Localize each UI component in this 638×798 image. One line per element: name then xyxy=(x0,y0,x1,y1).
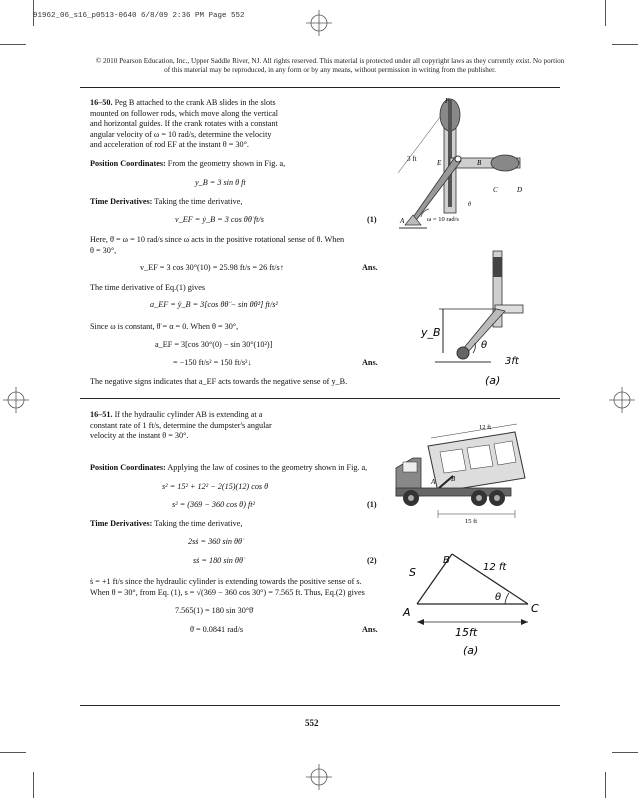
equation-number: (2) xyxy=(367,556,377,565)
statement-line: angular velocity of ω = 10 rad/s, determine the velocity xyxy=(90,129,272,139)
crop-mark-left-top xyxy=(0,44,26,45)
statement-line: mounted on follower rods, which move along the vertical xyxy=(90,108,279,118)
figure-label: B xyxy=(477,159,482,167)
figure-label: 3 ft xyxy=(407,155,417,163)
middle-rule xyxy=(80,398,560,399)
figure-label: B xyxy=(443,555,450,566)
equation-acceleration-result: = −150 ft/s² = 150 ft/s²↓ xyxy=(173,358,252,367)
file-slug: 91962_06_s16_p0513-0640 6/8/09 2:36 PM Page 552 xyxy=(33,12,245,20)
equation-substitution: 7.565(1) = 180 sin 30°θ̇ xyxy=(175,606,253,615)
equation-derivative-1: 2sṡ = 360 sin θθ̇ xyxy=(188,537,243,546)
text-line: θ = 30°, xyxy=(90,245,117,255)
equation-number: (1) xyxy=(367,215,377,224)
position-coordinates-line xyxy=(90,463,367,474)
position-coordinates-line xyxy=(90,159,285,170)
problem-number: 16–51. xyxy=(90,410,113,419)
figure-label: E xyxy=(437,159,442,167)
figure-label: θ xyxy=(468,202,471,208)
text-line: Here, θ̇ = ω = 10 rad/s since ω acts in the positive rotational sense of θ. When xyxy=(90,235,345,244)
answer-label: Ans. xyxy=(362,358,378,367)
equation-acceleration-sub: a_EF = 3[cos 30°(0) − sin 30°(10²)] xyxy=(155,340,273,349)
statement-line: velocity at the instant θ = 30°. xyxy=(90,431,189,440)
equation-number: (1) xyxy=(367,500,377,509)
figure-label: C xyxy=(531,602,539,615)
registration-mark-left xyxy=(3,387,29,413)
figure-crank-mechanism xyxy=(395,95,525,230)
figure-label: 15 ft xyxy=(465,518,478,525)
here-text xyxy=(90,235,390,256)
figure-dump-truck xyxy=(393,418,553,530)
statement-line: Peg B attached to the crank AB slides in the slots xyxy=(114,98,276,107)
statement-line: constant rate of 1 ft/s, determine the dumpster's angular xyxy=(90,420,272,430)
figure-label: A xyxy=(400,217,405,225)
crop-mark-right-top xyxy=(612,44,638,45)
figure-label: C xyxy=(493,186,498,194)
negative-sign-text: The negative signs indicates that a_EF acts towards the negative sense of y_B. xyxy=(90,377,348,386)
section-text: Applying the law of cosines to the geometry shown in Fig. a, xyxy=(167,463,368,472)
since-text: Since ω is constant, θ̈ = α = 0. When θ = 30°, xyxy=(90,322,239,331)
problem-16-50-statement xyxy=(90,98,320,151)
equation-law-of-cosines: s² = 15² + 12² − 2(15)(12) cos θ xyxy=(162,482,269,491)
figure-label: D xyxy=(517,186,523,194)
equation-result: θ̇ = 0.0841 rad/s xyxy=(190,625,244,634)
text-line: ṡ = +1 ft/s since the hydraulic cylinder is extending towards the positive sense of s. xyxy=(90,577,362,586)
figure-label: θ xyxy=(481,340,488,351)
crop-mark-right-bottom xyxy=(612,752,638,753)
copyright-notice: © 2010 Pearson Education, Inc., Upper Saddle River, NJ. All rights reserved. This material is protected under all copyright laws as they currently exist. No portion of this material may be reproduced, in any form or by any means, without permission in writing from the publisher. xyxy=(95,57,565,74)
figure-label: B xyxy=(451,475,456,483)
section-label: Position Coordinates: xyxy=(90,463,166,472)
equation-acceleration: a_EF = ÿ_B = 3[cos θθ̈ − sin θθ̇²] ft/s² xyxy=(150,300,278,309)
time-derivatives-line xyxy=(90,519,242,530)
time-derivatives-line xyxy=(90,197,242,208)
bottom-rule xyxy=(80,705,560,706)
registration-mark-bottom xyxy=(306,764,332,790)
figure-label: 3ft xyxy=(505,356,519,367)
text-line: When θ = 30°, from Eq. (1), s = √(369 − 360 cos 30°) = 7.565 ft. Thus, Eq.(2) gives xyxy=(90,587,365,597)
section-text: Taking the time derivative, xyxy=(154,197,243,206)
figure-label: y_B xyxy=(421,326,441,339)
crop-mark-bottom-left xyxy=(33,772,34,798)
figure-label: 12 ft xyxy=(479,424,492,431)
figure-label: F xyxy=(445,97,450,105)
page-number: 552 xyxy=(305,718,319,728)
section-label: Time Derivatives: xyxy=(90,197,153,206)
figure-label: ω = 10 rad/s xyxy=(427,216,459,223)
top-rule xyxy=(80,87,560,88)
statement-line: If the hydraulic cylinder AB is extending at a xyxy=(114,410,263,419)
figure-label: S xyxy=(409,566,416,579)
equation-position: y_B = 3 sin θ ft xyxy=(195,178,246,187)
section-text: From the geometry shown in Fig. a, xyxy=(167,159,286,168)
section-label: Time Derivatives: xyxy=(90,519,153,528)
equation-velocity-result: v_EF = 3 cos 30°(10) = 25.98 ft/s = 26 ft/s↑ xyxy=(140,263,284,272)
section-text: Taking the time derivative, xyxy=(154,519,243,528)
section-label: Position Coordinates: xyxy=(90,159,166,168)
figure-label: 15ft xyxy=(455,626,478,639)
answer-label: Ans. xyxy=(362,625,378,634)
answer-label: Ans. xyxy=(362,263,378,272)
s-dot-text xyxy=(90,577,390,598)
crop-mark-left-bottom xyxy=(0,752,26,753)
figure-label: A xyxy=(431,478,436,486)
crop-mark-bottom-right xyxy=(605,772,606,798)
registration-mark-top xyxy=(306,10,332,36)
figure-label: (a) xyxy=(463,644,479,657)
figure-a-triangle xyxy=(395,538,550,663)
statement-line: and horizontal guides. If the crank rotates with a constant xyxy=(90,119,278,128)
registration-mark-right xyxy=(609,387,635,413)
figure-label: A xyxy=(403,606,411,619)
figure-label: (a) xyxy=(485,374,501,387)
problem-number: 16–50. xyxy=(90,98,113,107)
derivative-text: The time derivative of Eq.(1) gives xyxy=(90,283,206,292)
figure-a-crank xyxy=(395,247,545,392)
figure-label: θ xyxy=(495,592,502,603)
crop-mark-top-right xyxy=(605,0,606,26)
problem-16-51-statement xyxy=(90,410,320,442)
statement-line: and acceleration of rod EF at the instant θ = 30°. xyxy=(90,140,249,149)
equation-derivative-2: sṡ = 180 sin θθ̇ xyxy=(193,556,243,565)
equation-1: v_EF = ẏ_B = 3 cos θθ̇ ft/s xyxy=(175,215,264,224)
figure-label: 12 ft xyxy=(483,562,507,573)
equation-law-of-cosines-simplified: s² = (369 − 360 cos θ) ft² xyxy=(172,500,255,509)
